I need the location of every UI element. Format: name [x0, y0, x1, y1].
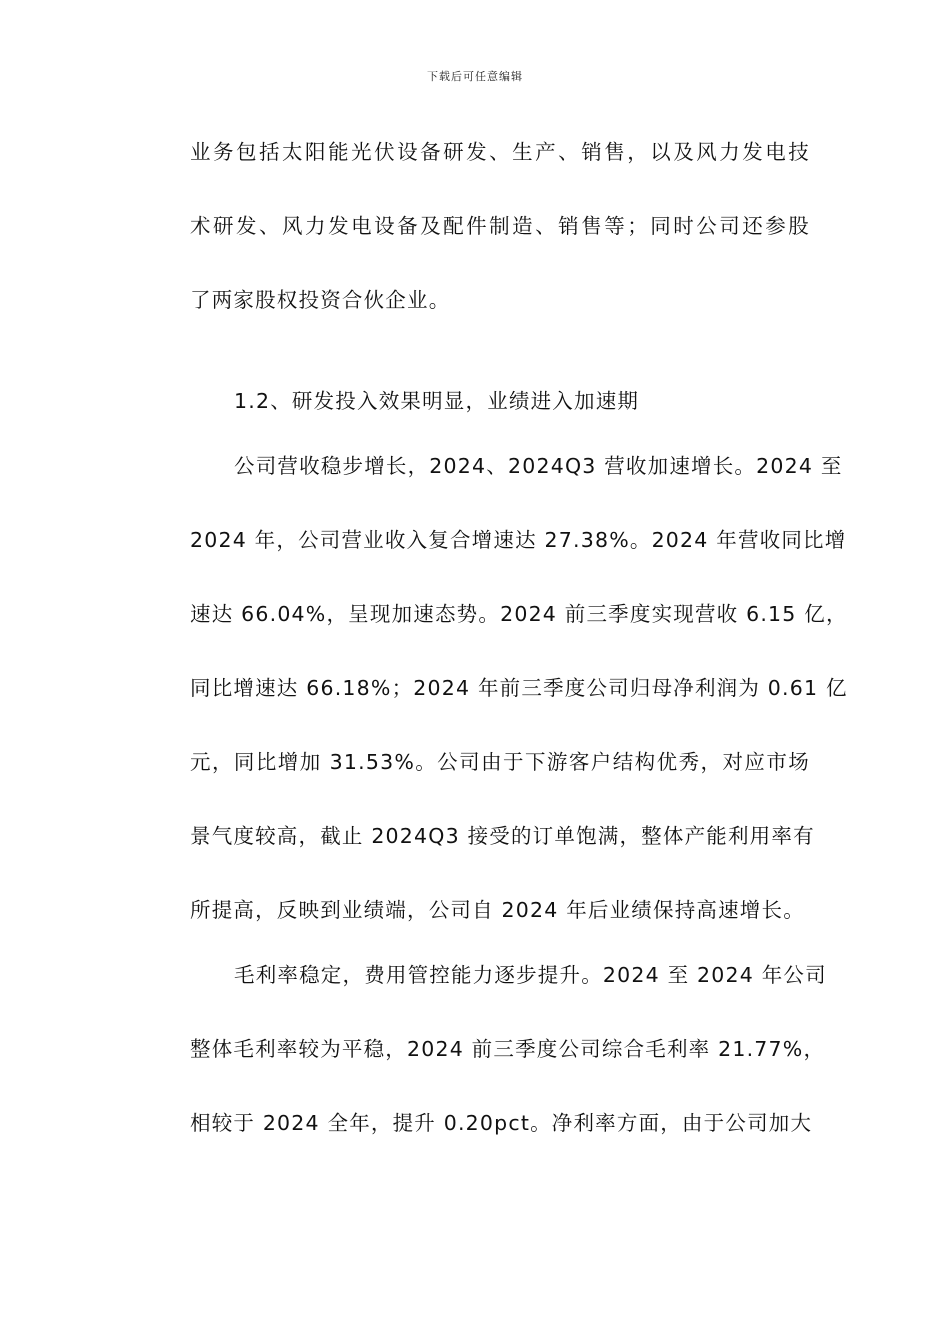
revenue-line-1: 公司营收稳步增长，2024、2024Q3 营收加速增长。2024 至: [234, 454, 843, 478]
header-note: 下载后可任意编辑: [427, 70, 523, 83]
margin-line-1: 毛利率稳定，费用管控能力逐步提升。2024 至 2024 年公司: [234, 963, 827, 987]
revenue-line-2: 2024 年，公司营业收入复合增速达 27.38%。2024 年营收同比增: [190, 528, 847, 552]
intro-line-1: 业务包括太阳能光伏设备研发、生产、销售，以及风力发电技: [190, 140, 810, 164]
revenue-line-3: 速达 66.04%，呈现加速态势。2024 前三季度实现营收 6.15 亿，: [190, 602, 848, 626]
revenue-line-5: 元，同比增加 31.53%。公司由于下游客户结构优秀，对应市场: [190, 750, 810, 774]
section-heading: 1.2、研发投入效果明显，业绩进入加速期: [234, 389, 640, 413]
margin-line-2: 整体毛利率较为平稳，2024 前三季度公司综合毛利率 21.77%，: [190, 1037, 826, 1061]
revenue-line-7: 所提高，反映到业绩端，公司自 2024 年后业绩保持高速增长。: [190, 898, 805, 922]
revenue-line-6: 景气度较高，截止 2024Q3 接受的订单饱满，整体产能利用率有: [190, 824, 815, 848]
revenue-line-4: 同比增速达 66.18%；2024 年前三季度公司归母净利润为 0.61 亿: [190, 676, 848, 700]
intro-line-2: 术研发、风力发电设备及配件制造、销售等；同时公司还参股: [190, 214, 810, 238]
intro-line-3: 了两家股权投资合伙企业。: [190, 288, 451, 312]
margin-line-3: 相较于 2024 全年，提升 0.20pct。净利率方面，由于公司加大: [190, 1111, 813, 1135]
